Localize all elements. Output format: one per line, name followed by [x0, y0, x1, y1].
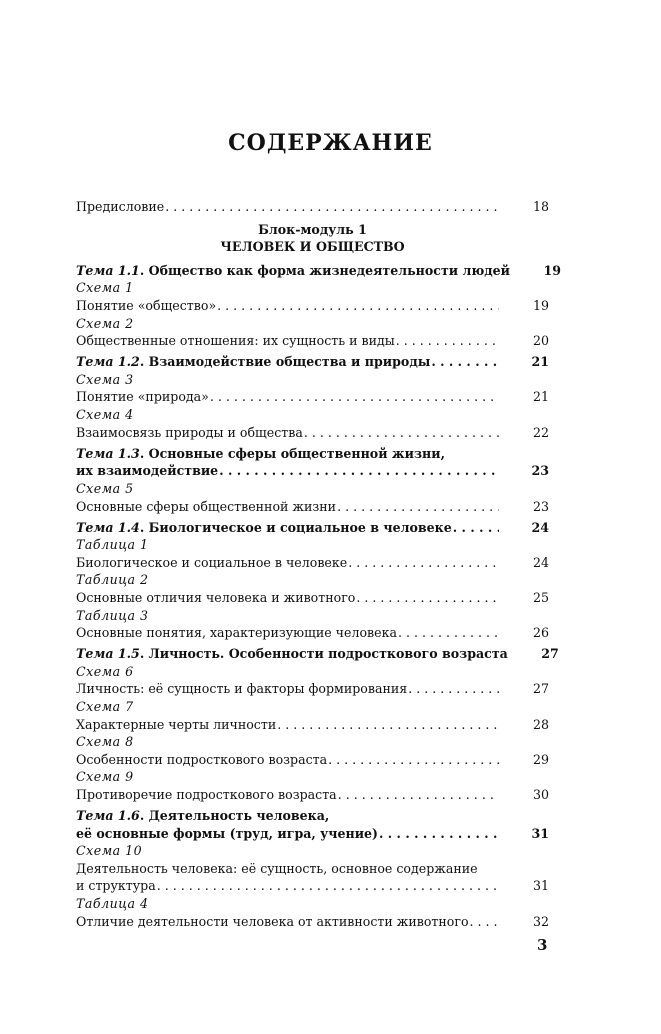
entry-label: Общество как форма жизнедеятельности людей — [148, 262, 511, 278]
entry-line — [76, 624, 549, 642]
entry-line — [76, 332, 549, 350]
entry-caption: Таблица 3 — [76, 607, 149, 623]
entry-label: Взаимосвязь природы и общества — [76, 424, 303, 440]
entry-caption: Таблица 4 — [76, 896, 149, 912]
entry-line — [76, 913, 549, 931]
entry-label: Биологическое и социальное в человеке — [76, 554, 348, 570]
toc-topic[interactable] — [76, 519, 549, 537]
entry-label: Взаимодействие общества и природы — [148, 354, 431, 370]
toc-topic[interactable] — [76, 807, 549, 842]
entry-line — [76, 589, 549, 607]
entry-page: 24 — [532, 554, 549, 570]
entry-caption: Схема 9 — [76, 769, 134, 785]
entry-label: Противоречие подросткового возраста — [76, 787, 337, 802]
entry-label: и структура — [76, 878, 156, 894]
topic-number: Тема 1.5 — [76, 646, 140, 662]
entry-line — [76, 554, 549, 572]
entry-caption: Схема 1 — [76, 280, 134, 296]
topic-number: Тема 1.2 — [76, 354, 140, 370]
entry-page: 25 — [532, 589, 549, 605]
entry-label: Понятие «общество» — [76, 297, 217, 313]
entry-caption: Схема 2 — [76, 315, 134, 331]
toc-item[interactable] — [76, 624, 549, 642]
topic-number: Тема 1.6 — [76, 808, 140, 824]
toc-item[interactable] — [76, 498, 549, 516]
entry-page: 28 — [532, 716, 549, 732]
toc-item[interactable] — [76, 332, 549, 350]
dot-leader — [219, 462, 499, 480]
toc-item[interactable] — [76, 297, 549, 315]
entry-page: 32 — [532, 913, 549, 929]
toc-topic[interactable] — [76, 353, 549, 371]
entry-line: Тема 1.3. Основные сферы общественной жизни, — [76, 445, 445, 461]
entry-label: Деятельность человека, — [148, 808, 330, 824]
entry-label: Биологическое и социальное в человеке — [148, 519, 452, 535]
entry-label: Общественные отношения: их сущность и виды — [76, 333, 395, 349]
entry-label: Предисловие — [76, 199, 165, 214]
dot-leader — [431, 353, 499, 371]
entry-label: Основные понятия, характеризующие человека — [76, 625, 397, 641]
entry-label: Личность. Особенности подросткового возраста — [148, 646, 508, 662]
entry-line: Тема 1.4. Биологическое и социальное в человеке . . . 24 — [76, 519, 549, 537]
dot-leader — [328, 751, 499, 769]
block-heading: Блок-модуль 1 — [258, 221, 367, 237]
entry-page: 26 — [532, 625, 549, 641]
entry-line: Тема 1.6. Деятельность человека, — [76, 808, 330, 824]
block-title: ЧЕЛОВЕК И ОБЩЕСТВО — [220, 239, 405, 255]
entry-caption: Схема 7 — [76, 699, 134, 715]
entry-caption: Схема 8 — [76, 734, 134, 750]
topic-number: Тема 1.1 — [76, 262, 140, 278]
toc-item[interactable] — [76, 913, 549, 931]
dot-leader — [165, 198, 499, 216]
dot-leader — [396, 332, 499, 350]
entry-label: их взаимодействие — [76, 463, 219, 479]
toc-item[interactable] — [76, 860, 549, 895]
dot-leader — [210, 388, 499, 406]
entry-label: Основные сферы общественной жизни, — [148, 445, 445, 461]
entry-label: Особенности подросткового возраста — [76, 751, 328, 767]
dot-leader — [356, 589, 499, 607]
entry-page: 20 — [532, 333, 549, 349]
entry-page: 19 — [543, 262, 562, 278]
toc-entry-preface[interactable] — [76, 198, 549, 216]
page-number: 3 — [537, 936, 548, 954]
page-title: СОДЕРЖАНИЕ — [228, 130, 433, 156]
entry-line — [76, 297, 549, 315]
table-of-contents — [76, 198, 562, 930]
entry-label: её основные формы (труд, игра, учение) — [76, 825, 379, 841]
entry-label: Личность: её сущность и факторы формирования — [76, 681, 408, 697]
entry-page: 30 — [532, 787, 549, 802]
entry-label: Основные сферы общественной жизни — [76, 498, 337, 514]
entry-caption: Схема 5 — [76, 480, 134, 496]
entry-line: Тема 1.5. Личность. Особенности подросткового возраста 27 — [76, 646, 559, 662]
toc-item[interactable] — [76, 424, 549, 442]
entry-line — [76, 424, 549, 442]
entry-line — [76, 751, 549, 769]
entry-caption: Таблица 1 — [76, 537, 149, 553]
entry-label: Отличие деятельности человека от активности животного — [76, 913, 469, 929]
dot-leader — [304, 424, 499, 442]
entry-line — [76, 877, 549, 895]
entry-page: 23 — [532, 498, 549, 514]
entry-caption: Схема 4 — [76, 407, 134, 423]
entry-page: 19 — [532, 297, 549, 313]
toc-topic[interactable] — [76, 645, 559, 663]
entry-caption: Схема 10 — [76, 843, 143, 859]
entry-line — [76, 462, 549, 480]
dot-leader — [157, 877, 499, 895]
entry-label: Основные отличия человека и животного — [76, 589, 356, 605]
entry-page: 22 — [532, 424, 549, 440]
entry-label: Деятельность человека: её сущность, основное содержание — [76, 860, 478, 876]
toc-topic[interactable] — [76, 445, 549, 480]
entry-line — [76, 498, 549, 516]
entry-line — [76, 786, 549, 804]
toc-item[interactable] — [76, 751, 549, 769]
entry-page: 23 — [531, 463, 549, 479]
toc-item[interactable] — [76, 680, 549, 698]
entry-line — [76, 680, 549, 698]
entry-page: 18 — [532, 199, 549, 214]
toc-topic[interactable] — [76, 262, 562, 280]
toc-item[interactable] — [76, 716, 549, 734]
dot-leader — [453, 519, 499, 537]
entry-line: Тема 1.1. Общество как форма жизнедеятельности людей 19 — [76, 262, 562, 278]
dot-leader — [379, 825, 499, 843]
entry-caption: Таблица 2 — [76, 572, 149, 588]
entry-page: 31 — [531, 825, 549, 841]
entry-line — [76, 860, 549, 878]
entry-line: Тема 1.2. Взаимодействие общества и природы . . . 21 — [76, 353, 549, 371]
entry-line — [76, 716, 549, 734]
entry-line — [76, 825, 549, 843]
dot-leader — [398, 624, 499, 642]
entry-caption: Схема 3 — [76, 371, 134, 387]
toc-item[interactable] — [76, 786, 549, 804]
dot-leader — [338, 786, 499, 804]
topic-number: Тема 1.3 — [76, 445, 140, 461]
entry-caption: Схема 6 — [76, 663, 134, 679]
toc-item[interactable] — [76, 388, 549, 406]
toc-item[interactable] — [76, 589, 549, 607]
entry-page: 27 — [541, 646, 559, 662]
entry-page: 21 — [531, 354, 549, 370]
dot-leader — [348, 554, 499, 572]
dot-leader — [470, 913, 499, 931]
dot-leader — [217, 297, 499, 315]
topic-number: Тема 1.4 — [76, 519, 140, 535]
entry-label: Характерные черты личности — [76, 716, 277, 732]
toc-entries — [76, 262, 562, 930]
entry-page: 24 — [531, 519, 549, 535]
dot-leader — [337, 498, 499, 516]
dot-leader — [408, 680, 499, 698]
entry-page: 21 — [532, 389, 549, 405]
entry-page: 29 — [532, 751, 549, 767]
toc-item[interactable] — [76, 554, 549, 572]
dot-leader — [277, 716, 499, 734]
entry-page: 31 — [532, 878, 549, 894]
entry-label: Понятие «природа» — [76, 389, 209, 405]
entry-line — [76, 388, 549, 406]
entry-page: 27 — [532, 681, 549, 697]
